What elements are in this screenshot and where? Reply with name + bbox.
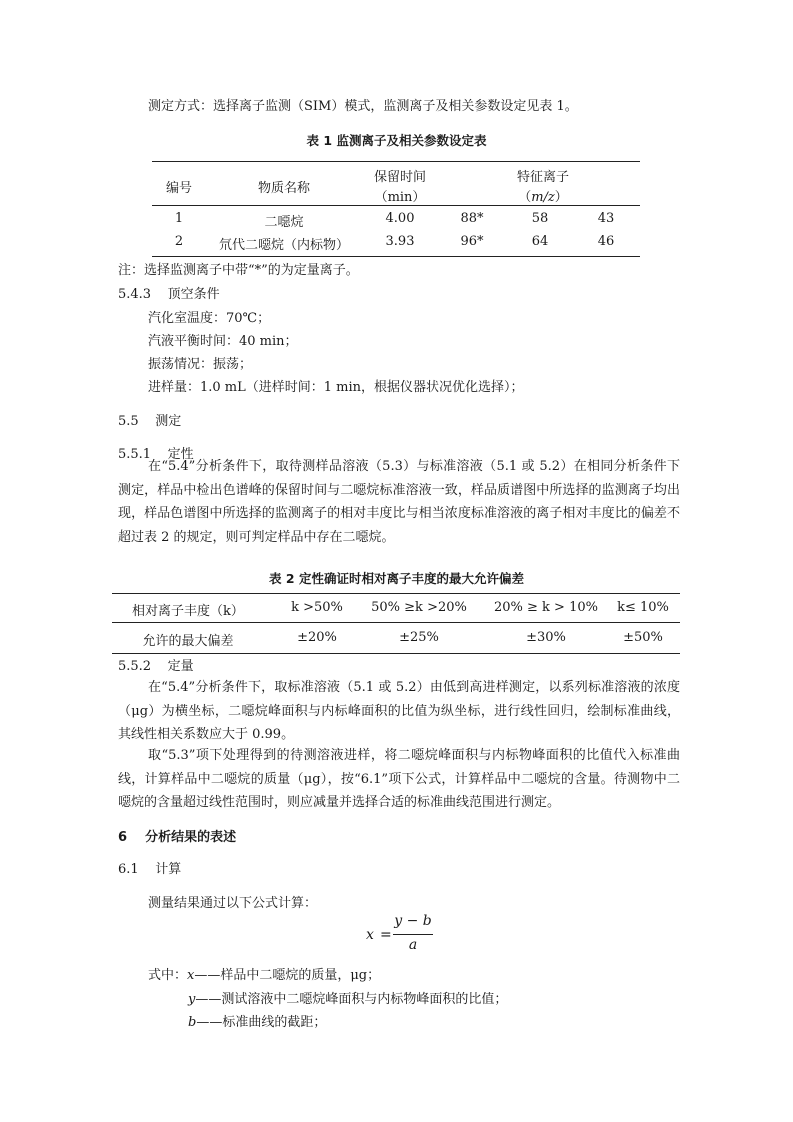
formula-lead: 测量结果通过以下公式计算： xyxy=(148,896,318,911)
cell: 允许的最大偏差 xyxy=(142,634,234,649)
cell: 43 xyxy=(597,211,615,226)
cell: ±20% xyxy=(297,630,337,645)
table2-caption: 表 2 定性确证时相对离子丰度的最大允许偏差 xyxy=(269,571,524,586)
table2-mid-rule xyxy=(112,622,680,623)
cell: 4.00 xyxy=(385,211,415,226)
definition-item: 式中：x——样品中二噁烷的质量，μg； xyxy=(148,968,381,983)
list-item: 汽液平衡时间：40 min； xyxy=(148,334,298,349)
table1-mid-rule xyxy=(152,205,640,206)
table2-top-rule xyxy=(112,593,680,594)
table1-header-rt2: （min） xyxy=(374,190,426,205)
cell: 64 xyxy=(531,234,549,249)
cell: 96* xyxy=(460,234,484,249)
formula-numerator: y − b xyxy=(394,913,432,929)
cell: 相对离子丰度（k） xyxy=(132,604,244,619)
table1-bottom-rule xyxy=(152,256,640,257)
list-item: 进样量：1.0 mL（进样时间：1 min，根据仪器状况优化选择）； xyxy=(148,380,524,395)
table1-caption: 表 1 监测离子及相关参数设定表 xyxy=(306,133,487,148)
cell: 20% ≥ k > 10% xyxy=(494,600,598,615)
cell: 二噁烷 xyxy=(264,215,304,230)
section-5-5-2-heading: 5.5.2 定量 xyxy=(118,659,194,674)
section-5-4-3-heading: 5.4.3 顶空条件 xyxy=(118,287,220,302)
table1-header-ion1: 特征离子 xyxy=(516,170,569,185)
list-item: 振荡情况：振荡； xyxy=(148,357,253,372)
section-5-5-1-paragraph: 在“5.4”分析条件下，取待测样品溶液（5.3）与标准溶液（5.1 或 5.2）在相同分析条件下测定，样品中检出色谱峰的保留时间与二噁烷标准溶液一致，样品质谱图中所选择的监测离子均出现，样品色谱图中所选择的监测离子的相对丰度比与相当浓度标准溶液的离子相对丰度比的偏差不超过表 2 的规定，则可判定样品中存在二噁烷。 xyxy=(118,459,680,545)
cell: 氘代二噁烷（内标物） xyxy=(218,238,349,253)
definition-item: b——标准曲线的截距； xyxy=(188,1015,327,1030)
formula-equals: = xyxy=(380,927,392,943)
cell: 2 xyxy=(174,234,184,249)
table1-note: 注：选择监测离子中带“*”的为定量离子。 xyxy=(118,263,359,278)
cell: ±50% xyxy=(623,630,663,645)
cell: k≤ 10% xyxy=(617,600,669,615)
section-5-5-heading: 5.5 测定 xyxy=(118,414,182,429)
table1-header-no: 编号 xyxy=(165,181,192,196)
section-5-5-2-paragraph-1: 在“5.4”分析条件下，取标准溶液（5.1 或 5.2）由低到高进样测定，以系列标准溶液的浓度（μg）为横坐标，二噁烷峰面积与内标峰面积的比值为纵坐标，进行线性回归，绘制标准曲线，其线性相关系数应大于 0.99。 xyxy=(118,680,680,742)
fraction-bar xyxy=(393,934,433,935)
formula-lhs: x xyxy=(366,927,374,943)
cell: 46 xyxy=(597,234,615,249)
definition-item: y——测试溶液中二噁烷峰面积与内标物峰面积的比值； xyxy=(188,992,508,1007)
table1-top-rule xyxy=(152,161,640,162)
table1-header-ion2: （m/z） xyxy=(518,190,568,205)
cell: 88* xyxy=(460,211,484,226)
formula-denominator: a xyxy=(408,937,418,953)
cell: 1 xyxy=(174,211,184,226)
intro-line: 测定方式：选择离子监测（SIM）模式，监测离子及相关参数设定见表 1。 xyxy=(148,99,578,114)
section-6-heading: 6 分析结果的表述 xyxy=(118,830,237,845)
table1-header-name: 物质名称 xyxy=(257,181,310,196)
section-5-5-2-paragraph-2: 取“5.3”项下处理得到的待测溶液进样，将二噁烷峰面积与内标物峰面积的比值代入标准曲线，计算样品中二噁烷的质量（μg），按“6.1”项下公式，计算样品中二噁烷的含量。待测物中二噁烷的含量超过线性范围时，则应减量并选择合适的标准曲线范围进行测定。 xyxy=(118,748,680,810)
section-6-1-heading: 6.1 计算 xyxy=(118,862,182,877)
cell: 3.93 xyxy=(385,234,415,249)
cell: ±25% xyxy=(399,630,439,645)
cell: ±30% xyxy=(526,630,566,645)
cell: 58 xyxy=(531,211,549,226)
list-item: 汽化室温度：70℃； xyxy=(148,311,271,326)
table1-header-rt1: 保留时间 xyxy=(373,170,426,185)
cell: 50% ≥k >20% xyxy=(371,600,467,615)
cell: k >50% xyxy=(291,600,343,615)
section-5-5-1-heading: 5.5.1 定性 xyxy=(118,447,194,462)
table2-bottom-rule xyxy=(112,653,680,654)
